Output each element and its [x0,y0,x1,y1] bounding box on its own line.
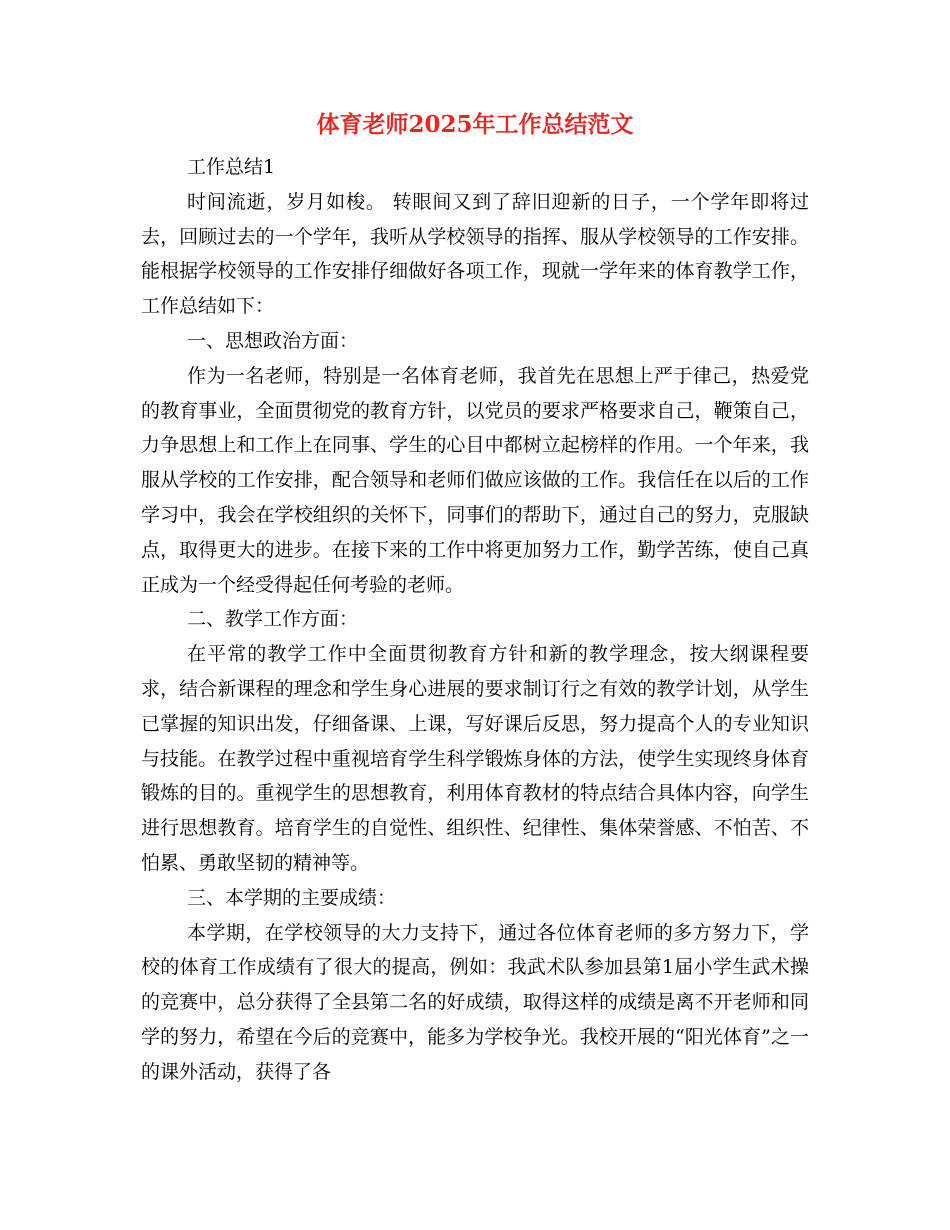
document-title: 体育老师2025年工作总结范文 [316,111,634,138]
section-heading: 工作总结1 [187,156,276,178]
document-body [141,150,809,1090]
section-heading: 二、教学工作方面： [187,608,359,631]
paragraph-teaching: 在平常的教学工作中全面贯彻教育方针和新的教学理念，按大纲课程要求，结合新课程的理念和学生身心进展的要求制订行之有效的教学计划，从学生已掌握的知识出发，仔细备课、上课，写好课后反思，努力提高个人的专业知识与技能。在教学过程中重视培育学生科学锻炼身体的方法，使学生实现终身体育锻炼的目的。重视学生的思想教育，利用体育教材的特点结合具体内容，向学生进行思想教育。培育学生的自觉性、组织性、纪律性、集体荣誉感、不怕苦、不怕累、勇敢坚韧的精神等。 [141,643,809,874]
paragraph-achievements: 本学期，在学校领导的大力支持下，通过各位体育老师的多方努力下，学校的体育工作成绩有了很大的提高，例如：我武术队参加县第1届小学生武术操的竞赛中，总分获得了全县第二名的好成绩，取得这样的成绩是离不开老师和同学的努力，希望在今后的竞赛中，能多为学校争光。我校开展的“阳光体育”之一的课外活动，获得了各 [141,921,809,1083]
paragraph-politics: 作为一名老师，特别是一名体育老师，我首先在思想上严于律己，热爱党的教育事业，全面贯彻党的教育方针，以党员的要求严格要求自己，鞭策自己，力争思想上和工作上在同事、学生的心目中都树立起榜样的作用。一个年来，我服从学校的工作安排，配合领导和老师们做应该做的工作。我信任在以后的工作学习中，我会在学校组织的关怀下，同事们的帮助下，通过自己的努力，克服缺点，取得更大的进步。在接下来的工作中将更加努力工作，勤学苦练，使自己真正成为一个经受得起任何考验的老师。 [141,364,809,596]
section-heading: 一、思想政治方面： [187,329,359,352]
paragraph-intro: 时间流逝，岁月如梭。 转眼间又到了辞旧迎新的日子，一个学年即将过去，回顾过去的一个学年，我听从学校领导的指挥、服从学校领导的工作安排。能根据学校领导的工作安排仔细做好各项工作，现就一学年来的体育教学工作，工作总结如下： [141,190,809,318]
section-heading: 三、本学期的主要成绩： [187,886,397,909]
